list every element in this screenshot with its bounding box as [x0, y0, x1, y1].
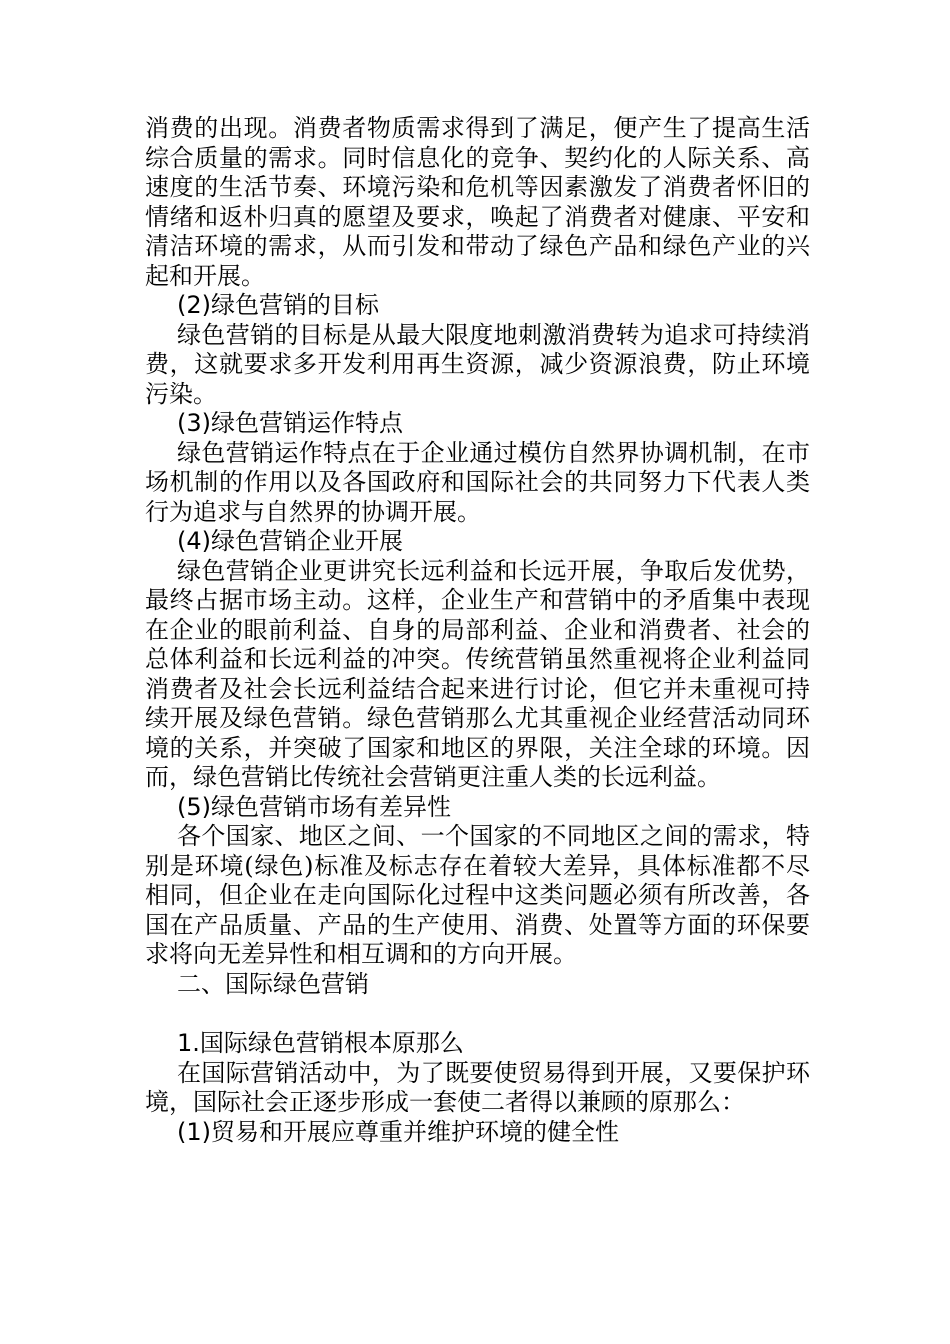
paragraph-green-consumption-origin: 消费的出现。消费者物质需求得到了满足，便产生了提高生活综合质量的需求。同时信息化的竞争、契约化的人际关系、高速度的生活节奏、环境污染和危机等因素激发了消费者怀旧的情绪和返朴归真的愿望及要求，唤起了消费者对健康、平安和清洁环境的需求，从而引发和带动了绿色产品和绿色产业的兴起和开展。	[145, 114, 810, 290]
paragraph-market-differences: 各个国家、地区之间、一个国家的不同地区之间的需求，特别是环境(绿色)标准及标志存在着较大差异，具体标准都不尽相同，但企业在走向国际化过程中这类问题必须有所改善，各国在产品质量、产品的生产使用、消费、处置等方面的环保要求将向无差异性和相互调和的方向开展。	[145, 822, 810, 968]
document-body	[145, 114, 810, 1147]
heading-operation-features: (3)绿色营销运作特点	[177, 409, 403, 437]
heading-enterprise-development: (4)绿色营销企业开展	[177, 527, 403, 555]
paragraph-enterprise-development: 绿色营销企业更讲究长远利益和长远开展，争取后发优势，最终占据市场主动。这样，企业生产和营销中的矛盾集中表现在企业的眼前利益、自身的局部利益、企业和消费者、社会的总体利益和长远利益的冲突。传统营销虽然重视将企业利益同消费者及社会长远利益结合起来进行讨论，但它并未重视可持续开展及绿色营销。绿色营销那么尤其重视企业经营活动同环境的关系，并突破了国家和地区的界限，关注全球的环境。因而，绿色营销比传统社会营销更注重人类的长远利益。	[145, 556, 810, 791]
heading-green-marketing-goal: (2)绿色营销的目标	[177, 291, 379, 319]
heading-market-differences: (5)绿色营销市场有差异性	[177, 792, 451, 821]
paragraph-international-marketing-activities: 在国际营销活动中，为了既要使贸易得到开展，又要保护环境，国际社会正逐步形成一套使二者得以兼顾的原那么：	[145, 1058, 810, 1116]
paragraph-operation-features: 绿色营销运作特点在于企业通过模仿自然界协调机制，在市场机制的作用以及各国政府和国际社会的共同努力下代表人类行为追求与自然界的协调开展。	[145, 438, 810, 526]
heading-trade-and-environment: (1)贸易和开展应尊重并维护环境的健全性	[177, 1117, 619, 1146]
paragraph-green-marketing-goal: 绿色营销的目标是从最大限度地刺激消费转为追求可持续消费，这就要求多开发利用再生资源，减少资源浪费，防止环境污染。	[145, 320, 810, 408]
subheading-basic-principles: 1.国际绿色营销根本原那么	[177, 1029, 464, 1057]
section-heading-international-green-marketing: 二、国际绿色营销	[177, 969, 369, 998]
